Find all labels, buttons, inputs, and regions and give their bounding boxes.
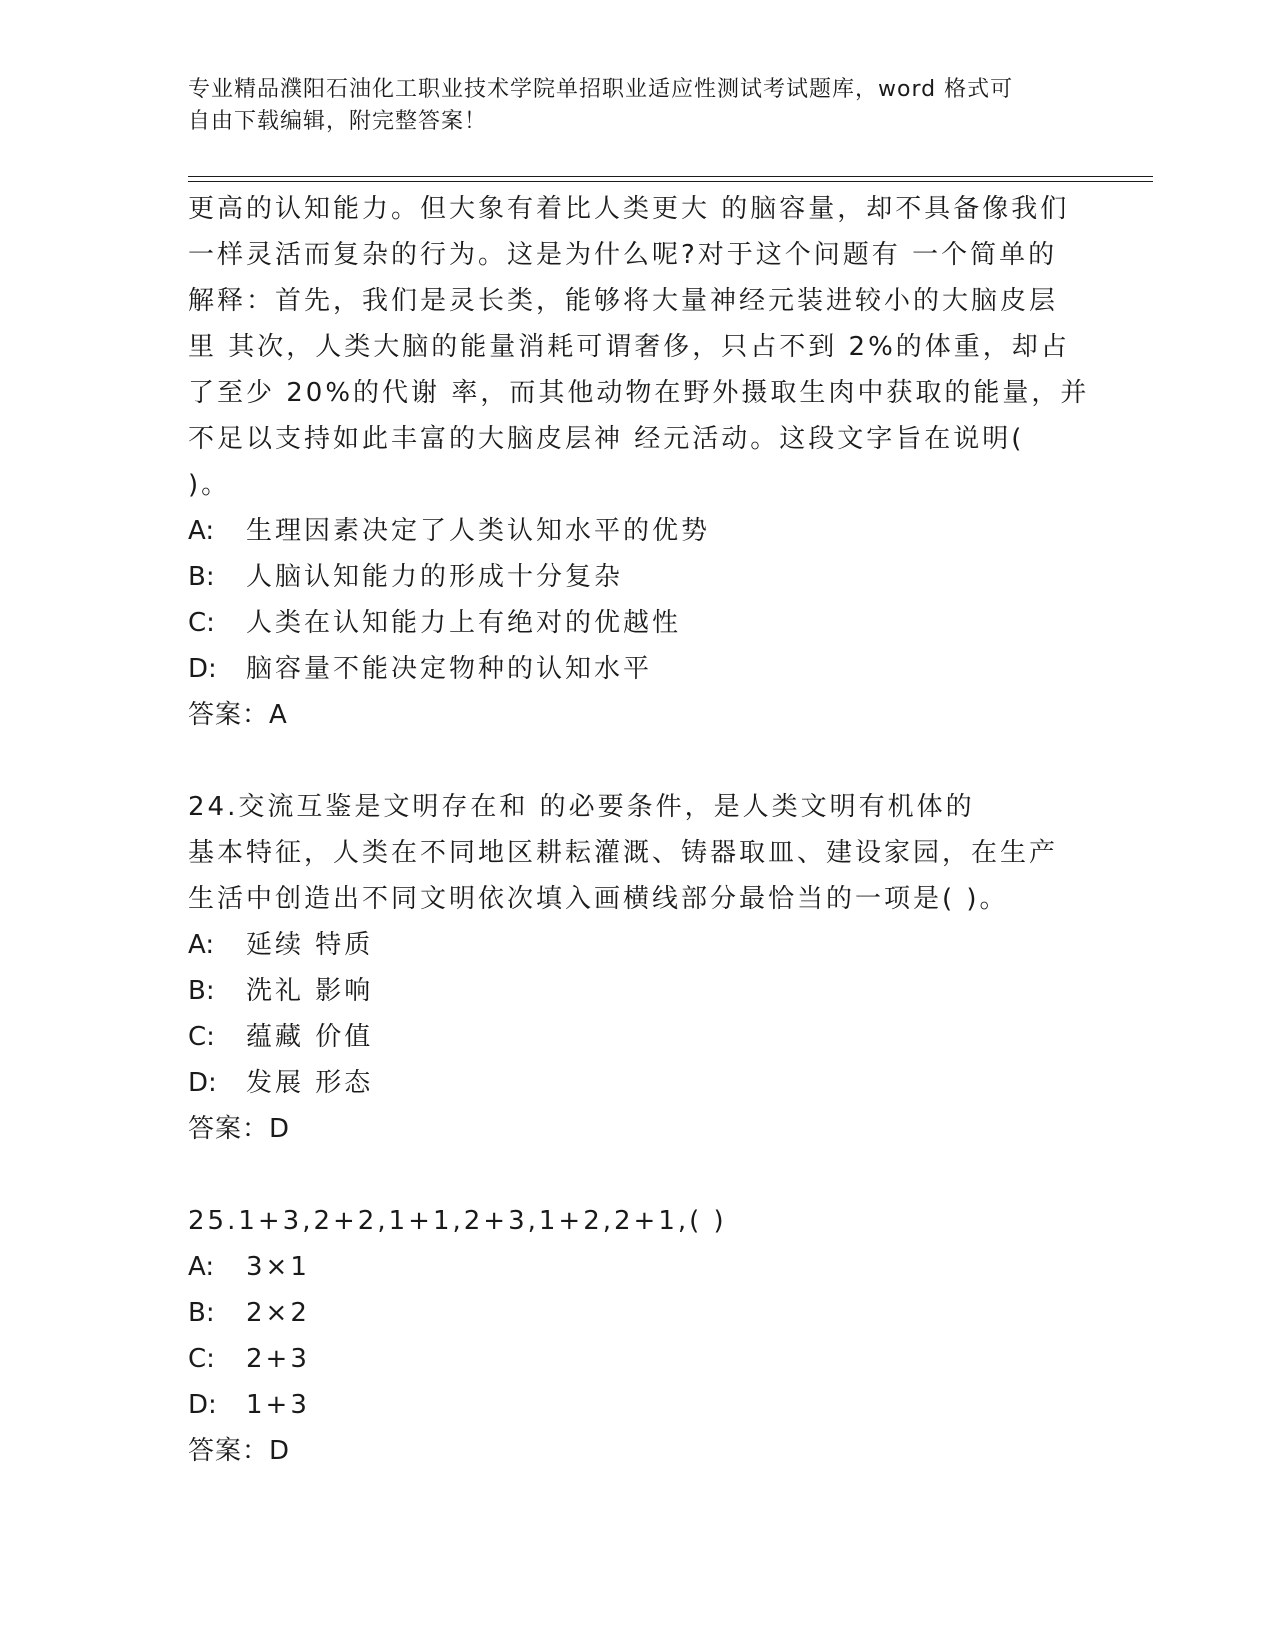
question-24 xyxy=(188,784,1088,1152)
option-key: B: xyxy=(188,976,215,1006)
option-d xyxy=(188,1382,1088,1428)
question-text-line: 不足以支持如此丰富的大脑皮层神 经元活动。这段文字旨在说明( xyxy=(188,424,1025,454)
option-a xyxy=(188,508,1088,554)
option-key: D: xyxy=(188,654,217,684)
question-text-line: 25.1+3,2+2,1+1,2+3,1+2,2+1,( ) xyxy=(188,1206,727,1236)
header-line: 自由下载编辑，附完整答案！ xyxy=(188,109,488,134)
option-key: D: xyxy=(188,1068,217,1098)
option-text: 人脑认知能力的形成十分复杂 xyxy=(246,562,624,592)
question-text-line: 更高的认知能力。但大象有着比人类更大 的脑容量，却不具备像我们 xyxy=(188,194,1070,224)
option-b xyxy=(188,1290,1088,1336)
option-key: D: xyxy=(188,1390,217,1420)
option-a xyxy=(188,922,1088,968)
option-key: C: xyxy=(188,1022,215,1052)
answer-line: 答案：D xyxy=(188,1436,291,1466)
option-key: C: xyxy=(188,608,215,638)
header-divider xyxy=(188,181,1153,182)
option-text: 生理因素决定了人类认知水平的优势 xyxy=(246,516,711,546)
option-a xyxy=(188,1244,1088,1290)
option-b xyxy=(188,968,1088,1014)
question-text-line: 生活中创造出不同文明依次填入画横线部分最恰当的一项是( )。 xyxy=(188,884,1009,914)
option-d xyxy=(188,1060,1088,1106)
answer-line: 答案：D xyxy=(188,1114,291,1144)
question-text-line: 一样灵活而复杂的行为。这是为什么呢?对于这个问题有 一个简单的 xyxy=(188,240,1058,270)
option-d xyxy=(188,646,1088,692)
question-text-line: 了至少 20%的代谢 率，而其他动物在野外摄取生肉中获取的能量，并 xyxy=(188,378,1090,408)
question-text-line: )。 xyxy=(188,470,231,500)
question-text-line: 基本特征，人类在不同地区耕耘灌溉、铸器取皿、建设家园，在生产 xyxy=(188,838,1059,868)
option-text: 洗礼 影响 xyxy=(246,976,374,1006)
option-key: A: xyxy=(188,930,215,960)
option-key: A: xyxy=(188,1252,215,1282)
option-text: 1+3 xyxy=(246,1390,310,1420)
option-text: 脑容量不能决定物种的认知水平 xyxy=(246,654,653,684)
option-key: C: xyxy=(188,1344,215,1374)
spacer xyxy=(188,1152,1088,1198)
option-text: 人类在认知能力上有绝对的优越性 xyxy=(246,608,682,638)
option-key: A: xyxy=(188,516,215,546)
option-c xyxy=(188,600,1088,646)
page-header xyxy=(188,74,1088,138)
question-text-line: 里 其次，人类大脑的能量消耗可谓奢侈，只占不到 2%的体重，却占 xyxy=(188,332,1070,362)
option-c xyxy=(188,1336,1088,1382)
option-text: 3×1 xyxy=(246,1252,310,1282)
spacer xyxy=(188,738,1088,784)
option-key: B: xyxy=(188,1298,215,1328)
header-divider xyxy=(188,176,1153,177)
question-23 xyxy=(188,186,1088,738)
question-25 xyxy=(188,1198,1088,1474)
option-key: B: xyxy=(188,562,215,592)
question-text-line: 解释：首先，我们是灵长类，能够将大量神经元装进较小的大脑皮层 xyxy=(188,286,1059,316)
document-body xyxy=(188,186,1088,1474)
question-text-line: 24.交流互鉴是文明存在和 的必要条件，是人类文明有机体的 xyxy=(188,792,975,822)
answer-line: 答案：A xyxy=(188,700,288,730)
header-line: 专业精品濮阳石油化工职业技术学院单招职业适应性测试考试题库，word 格式可 xyxy=(188,77,1014,102)
option-c xyxy=(188,1014,1088,1060)
option-text: 蕴藏 价值 xyxy=(246,1022,374,1052)
option-text: 发展 形态 xyxy=(246,1068,374,1098)
option-text: 延续 特质 xyxy=(246,930,374,960)
option-text: 2×2 xyxy=(246,1298,310,1328)
option-b xyxy=(188,554,1088,600)
option-text: 2+3 xyxy=(246,1344,310,1374)
